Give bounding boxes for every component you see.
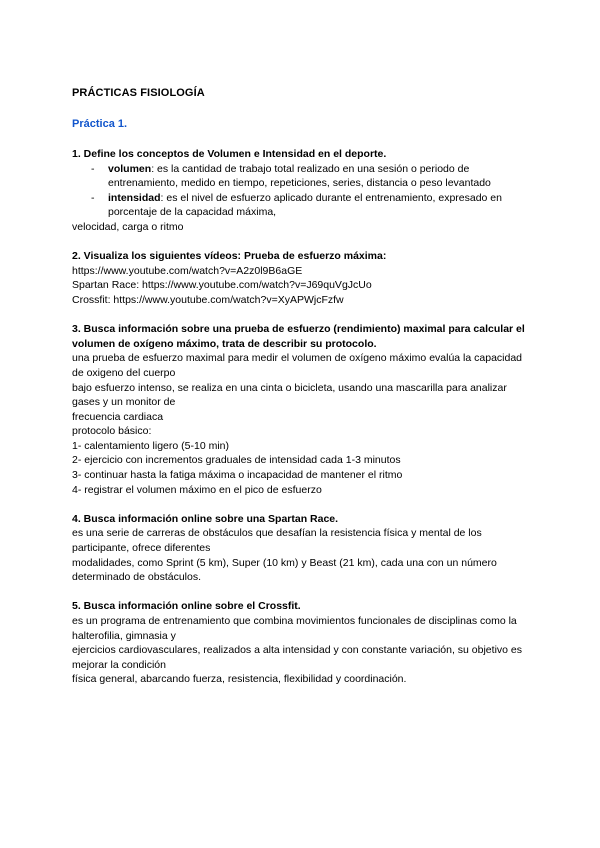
protocol-step: 4- registrar el volumen máximo en el pico de esfuerzo	[72, 483, 322, 496]
answer-line: es un programa de entrenamiento que combina movimientos funcionales de disciplinas como la halterofilia, gimnasia y	[72, 615, 517, 642]
answer-line: física general, abarcando fuerza, resistencia, flexibilidad y coordinación.	[72, 673, 407, 686]
question-2: 2. Visualiza los siguientes vídeos: Prueba de esfuerzo máxima:	[72, 250, 387, 263]
definition-tail: velocidad, carga o ritmo	[72, 220, 184, 233]
definition-intensidad	[72, 191, 528, 220]
term-volumen: volumen	[108, 162, 152, 175]
answer-line: protocolo básico:	[72, 425, 152, 438]
question-5: 5. Busca información online sobre el Crossfit.	[72, 600, 301, 613]
definition-volumen-text: : es la cantidad de trabajo total realizado en una sesión o periodo de entrenamiento, medido en tiempo, repeticiones, series, distancia o peso levantado	[108, 162, 491, 190]
video-link-spartan: Spartan Race: https://www.youtube.com/watch?v=J69quVgJcUo	[72, 279, 372, 292]
answer-line: ejercicios cardiovasculares, realizados a alta intensidad y con constante variación, su objetivo es mejorar la condición	[72, 644, 522, 671]
term-intensidad: intensidad	[108, 191, 161, 204]
definition-volumen	[72, 162, 528, 191]
video-link-crossfit: Crossfit: https://www.youtube.com/watch?v=XyAPWjcFzfw	[72, 293, 344, 306]
section-1	[72, 147, 528, 235]
answer-line: una prueba de esfuerzo maximal para medir el volumen de oxígeno máximo evalúa la capacidad de oxigeno del cuerpo	[72, 352, 523, 379]
question-3: 3. Busca información sobre una prueba de esfuerzo (rendimiento) maximal para calcular el volumen de oxígeno máximo, trata de describir su protocolo.	[72, 323, 525, 350]
answer-line: modalidades, como Sprint (5 km), Super (10 km) y Beast (21 km), cada una con un número determinado de obstáculos.	[72, 556, 497, 584]
section-5	[72, 599, 528, 687]
definition-list	[72, 162, 528, 220]
section-4	[72, 512, 528, 585]
section-2	[72, 249, 528, 307]
definition-intensidad-text: : es el nivel de esfuerzo aplicado durante el entrenamiento, expresado en porcentaje de la capacidad máxima,	[108, 191, 502, 219]
question-4: 4. Busca información online sobre una Spartan Race.	[72, 512, 339, 525]
question-1: 1. Define los conceptos de Volumen e Intensidad en el deporte.	[72, 148, 387, 160]
answer-line: es una serie de carreras de obstáculos que desafían la resistencia física y mental de los participante, ofrece diferentes	[72, 527, 482, 555]
dash-bullet: -	[91, 191, 95, 204]
answer-line: bajo esfuerzo intenso, se realiza en una cinta o bicicleta, usando una mascarilla para analizar gases y un monitor de	[72, 381, 507, 409]
video-link-esfuerzo: https://www.youtube.com/watch?v=A2z0l9B6aGE	[72, 264, 303, 277]
document-body	[72, 147, 528, 702]
protocol-step: 3- continuar hasta la fatiga máxima o incapacidad de mantener el ritmo	[72, 469, 403, 482]
dash-bullet: -	[91, 162, 95, 175]
protocol-step: 1- calentamiento ligero (5-10 min)	[72, 439, 229, 452]
document-title: PRÁCTICAS FISIOLOGÍA	[72, 87, 205, 99]
section-3	[72, 322, 528, 497]
answer-line: frecuencia cardiaca	[72, 410, 164, 423]
practice-heading: Práctica 1.	[72, 118, 128, 130]
protocol-step: 2- ejercicio con incrementos graduales de intensidad cada 1-3 minutos	[72, 454, 401, 467]
